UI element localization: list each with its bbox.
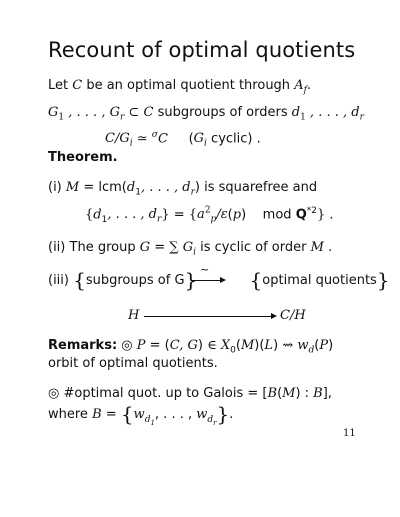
map-right: C/H xyxy=(280,308,306,323)
item-iii-line: (iii) {subgroups of G} {optimal quotients} xyxy=(48,268,390,292)
item-i-marker: (i) xyxy=(48,180,62,195)
item-ii-line: (ii) The group G = ∑ $G_i$ is cyclic of order M . xyxy=(48,240,333,258)
isomorphism-line: $C/G_i$ ≃ $^\sigma$C ($G_i$ cyclic) . xyxy=(105,130,261,149)
item-iii-left: subgroups of G xyxy=(85,273,185,288)
bijection-arrow xyxy=(191,280,221,281)
remarks-line-2: orbit of optimal quotients. xyxy=(48,356,218,371)
bijection-tilde: ~ xyxy=(200,263,210,276)
galois-where: where xyxy=(48,407,88,422)
map-left: H xyxy=(128,308,140,323)
galois-where-line: where $B = \{w_{d_1}$, . . . , $w_{d_r}$}. xyxy=(48,402,234,427)
subgroups-prefix: subgroups of orders xyxy=(157,105,288,120)
intro-line: Let C be an optimal quotient through $A_f$. xyxy=(48,78,312,96)
map-arrow-head xyxy=(271,313,277,319)
remarks-label: Remarks: xyxy=(48,338,118,353)
item-i-equation: {$d_1$, . . . , $d_r\} = \{a^2_p/\varepsilon(p)$ mod $Q^{*2}$} . xyxy=(85,206,334,225)
galois-line: ◎ #optimal quot. up to Galois = [B(M) : B], xyxy=(48,386,332,401)
page-number: 11 xyxy=(343,428,356,439)
item-ii-text-a: The group xyxy=(69,240,136,255)
remarks-line: Remarks: ◎ P = (C, G) ∈ $X_0(M)(L)$ ⇝ $w_d(P)$ xyxy=(48,338,334,356)
item-iii-right: optimal quotients xyxy=(262,273,377,288)
item-ii-marker: (ii) xyxy=(48,240,66,255)
theorem-label: Theorem. xyxy=(48,150,118,165)
bijection-arrow-head xyxy=(220,277,226,283)
subgroups-line: $G_1$ , . . . , $G_r$ ⊂ C subgroups of orders $d_1$ , . . . , $d_r$ xyxy=(48,105,364,123)
slide-title: Recount of optimal quotients xyxy=(48,38,356,62)
item-ii-text-b: is cyclic of order xyxy=(200,240,307,255)
map-arrow xyxy=(144,316,272,317)
item-i-line: (i) $M = lcm(d_1$, . . . , $d_r$) is squarefree and xyxy=(48,180,318,198)
item-iii-marker: (iii) xyxy=(48,273,69,288)
